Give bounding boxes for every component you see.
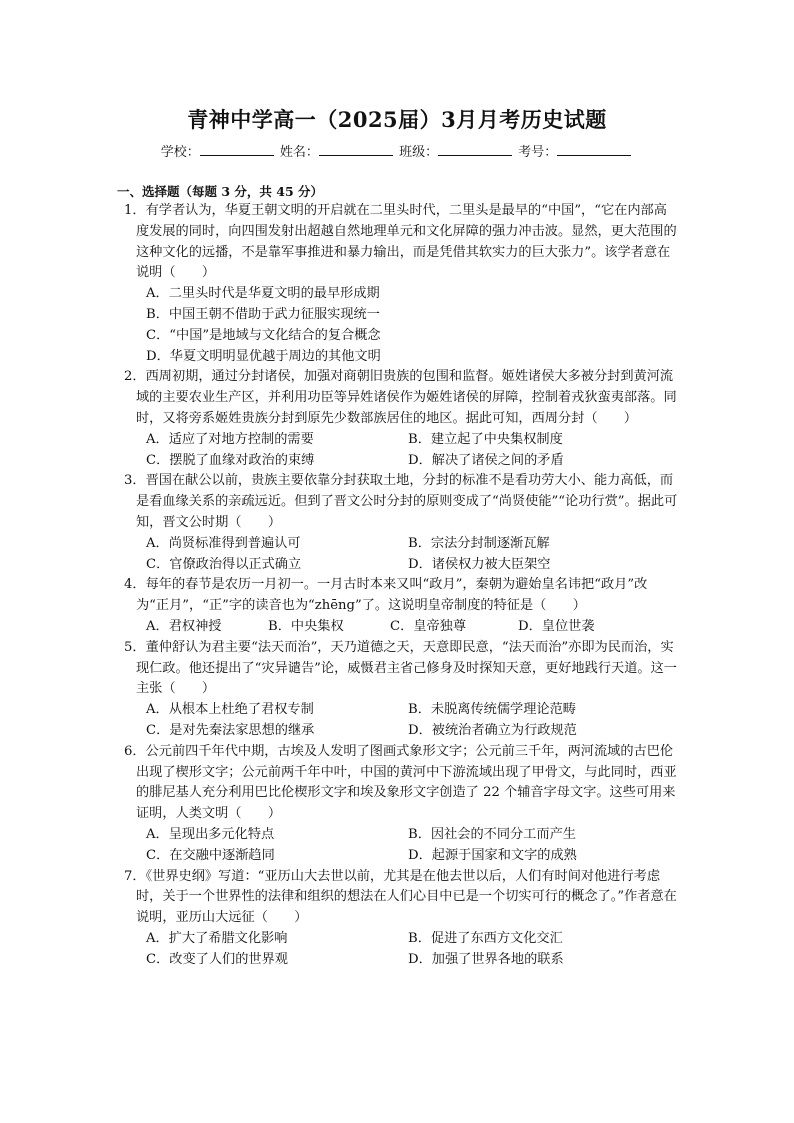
option-B[interactable]: B．宗法分封制逐渐瓦解 [408,535,550,551]
question-3 [124,471,680,575]
option-B[interactable]: B．促进了东西方文化交汇 [408,930,563,946]
question-6 [124,742,680,867]
question-stem: 7．《世界史纲》写道：“亚历山大去世以前，尤其是在他去世以后，人们有时间对他进行考虑时，关于一个世界性的法律和组织的想法在人们心目中已是一个切实可行的概念了。”作者意在说明，亚历山大远征（ ） [124,868,677,926]
name-blank[interactable] [319,143,393,156]
question-stem: 1．有学者认为，华夏王朝文明的开启就在二里头时代，二里头是最早的“中国”，“它在内部高度发展的同时，向四围发射出超越自然地理单元和文化屏障的强力冲击波。显然，更大范围的这种文化的远播，不是靠军事推进和暴力输出，而是凭借其软实力的巨大张力”。该学者意在说明（ ） [124,203,677,281]
option-C[interactable]: C．皇帝独尊 [390,618,467,634]
question-7 [124,867,680,971]
option-group [124,617,680,638]
option-C[interactable]: C．在交融中逐渐趋同 [146,847,275,863]
option-group [124,430,680,472]
option-A[interactable]: A．尚贤标准得到普遍认可 [146,535,301,551]
page-title: 青神中学高一（2025届）3月月考历史试题 [187,107,607,132]
option-group [124,825,680,867]
question-5 [124,638,680,742]
option-D[interactable]: D．华夏文明明显优越于周边的其他文明 [146,348,381,364]
question-stem: 2．西周初期，通过分封诸侯，加强对商朝旧贵族的包围和监督。姬姓诸侯大多被分封到黄河流域的主要农业生产区，并利用功臣等异姓诸侯作为姬姓诸侯的屏障，控制着戎狄蛮夷部落。同时，又将旁系姬姓贵族分封到原先少数部族居住的地区。据此可知，西周分封（ ） [124,369,677,426]
option-D[interactable]: D．皇位世袭 [518,618,595,634]
option-B[interactable]: B．未脱离传统儒学理论范畴 [408,702,576,718]
option-B[interactable]: B．中央集权 [268,618,344,634]
name-label: 姓名： [279,145,319,160]
section-heading: 一、选择题（每题 3 分，共 45 分） [117,184,324,199]
school-blank[interactable] [200,143,274,156]
option-C[interactable]: C．“中国”是地域与文化结合的复合概念 [146,327,381,343]
option-A[interactable]: A．从根本上杜绝了君权专制 [146,702,314,718]
question-list [124,201,680,970]
option-C[interactable]: C．是对先秦法家思想的继承 [146,722,315,738]
option-A[interactable]: A．二里头时代是华夏文明的最早形成期 [146,286,380,302]
option-group [124,534,680,576]
question-1 [124,201,680,367]
exam-number-label: 考号： [518,145,558,160]
question-4 [124,575,680,637]
question-stem: 6．公元前四千年代中期，古埃及人发明了图画式象形文字；公元前三千年，两河流域的古巴伦出现了楔形文字；公元前两千年中叶，中国的黄河中下游流域出现了甲骨文，与此同时，西亚的腓尼基人充分利用巴比伦楔形文字和埃及象形文字创造了 22 个辅音字母文字。这些可用来证明，人类文明（ ） [124,743,677,822]
option-group [124,700,680,742]
option-A[interactable]: A．君权神授 [146,618,222,634]
option-A[interactable]: A．呈现出多元化特点 [146,826,275,842]
option-D[interactable]: D．起源于国家和文字的成熟 [408,847,577,863]
class-label: 班级： [399,145,439,160]
option-D[interactable]: D．加强了世界各地的联系 [408,951,564,967]
option-A[interactable]: A．适应了对地方控制的需要 [146,431,314,447]
option-B[interactable]: B．建立起了中央集权制度 [408,431,563,447]
question-stem: 3．晋国在献公以前，贵族主要依靠分封获取土地，分封的标准不是看功劳大小、能力高低，而是看血缘关系的亲疏远近。但到了晋文公时分封的原则变成了“尚贤使能”“论功行赏”。据此可知，晋文公时期（ ） [124,473,678,530]
option-C[interactable]: C．改变了人们的世界观 [146,951,288,967]
option-D[interactable]: D．解决了诸侯之间的矛盾 [408,452,564,468]
student-info-line [0,141,794,160]
option-group [124,929,680,971]
exam-number-blank[interactable] [557,143,631,156]
option-B[interactable]: B．因社会的不同分工而产生 [408,826,576,842]
option-B[interactable]: B．中国王朝不借助于武力征服实现统一 [146,306,380,322]
option-C[interactable]: C．官僚政治得以正式确立 [146,556,302,572]
question-stem: 5．董仲舒认为君主要“法天而治”，天乃道德之天，天意即民意，“法天而治”亦即为民而治，实现仁政。他还提出了“灾异谴告”论，威慑君主省己修身及时探知天意，更好地践行天道。这一主张（ ） [124,639,677,697]
option-A[interactable]: A．扩大了希腊文化影响 [146,930,288,946]
option-D[interactable]: D．被统治者确立为行政规范 [408,722,577,738]
question-stem: 4．每年的春节是农历一月初一。一月古时本来又叫“政月”，秦朝为避始皇名讳把“政月”改为“正月”，“正”字的读音也为“zhēng”了。这说明皇帝制度的特征是（ ） [124,577,648,614]
option-group [124,284,680,367]
question-2 [124,367,680,471]
option-C[interactable]: C．摆脱了血缘对政治的束缚 [146,452,315,468]
school-label: 学校： [160,145,200,160]
class-blank[interactable] [438,143,512,156]
option-D[interactable]: D．诸侯权力被大臣架空 [408,556,551,572]
